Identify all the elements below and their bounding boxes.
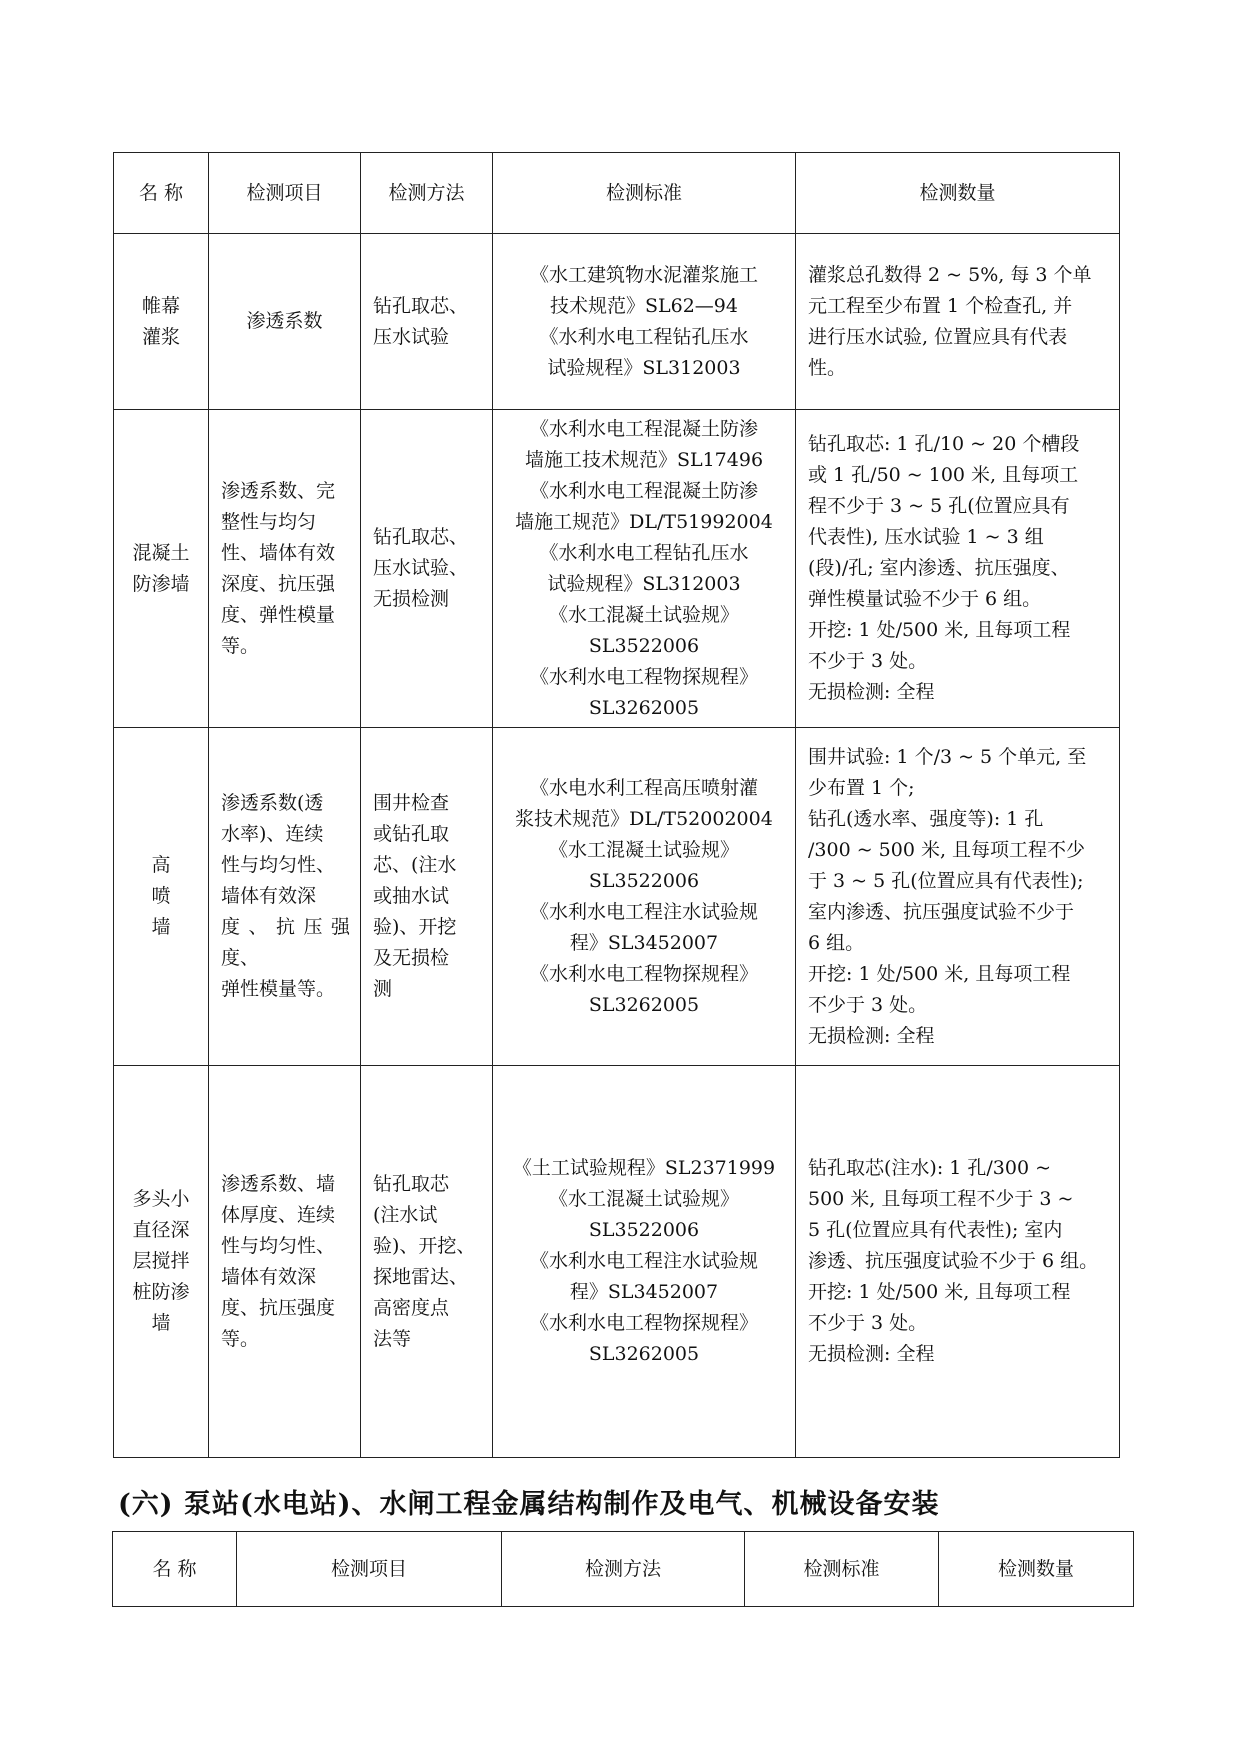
cell-quantity: 围井试验: 1 个/3 ~ 5 个单元, 至 少布置 1 个; 钻孔(透水率、强度等): 1 孔 /300 ~ 500 米, 且每项工程不少 于 3 ~ 5 孔(位置应具有代表性); 室内渗透、抗压强度试验不少于 6 组。 开挖: 1 处/500 米, 且每项工程 不少于 3 处。 无损检测: 全程 bbox=[796, 728, 1120, 1066]
cell-method: 围井检查 或钻孔取 芯、(注水 或抽水试 验)、开挖 及无损检 测 bbox=[361, 728, 493, 1066]
cell-standard: 《水电水利工程高压喷射灌 浆技术规范》DL/T52002004 《水工混凝土试验规》 SL3522006 《水利水电工程注水试验规 程》SL3452007 《水利水电工程物探规程》 SL3262005 bbox=[493, 728, 796, 1066]
cell-quantity: 钻孔取芯(注水): 1 孔/300 ~ 500 米, 且每项工程不少于 3 ~ 5 孔(位置应具有代表性); 室内 渗透、抗压强度试验不少于 6 组。 开挖: 1 处/500 米, 且每项工程 不少于 3 处。 无损检测: 全程 bbox=[796, 1066, 1120, 1458]
header-item: 检测项目 bbox=[209, 153, 361, 234]
cell-standard: 《水利水电工程混凝土防渗 墙施工技术规范》SL17496 《水利水电工程混凝土防渗 墙施工规范》DL/T51992004 《水利水电工程钻孔压水 试验规程》SL312003 《水工混凝土试验规》 SL3522006 《水利水电工程物探规程》 SL3262005 bbox=[493, 410, 796, 728]
header-method: 检测方法 bbox=[361, 153, 493, 234]
cell-name: 多头小 直径深 层搅拌 桩防渗 墙 bbox=[114, 1066, 209, 1458]
header-item: 检测项目 bbox=[237, 1532, 502, 1607]
table-header-row bbox=[114, 153, 1120, 234]
table-row bbox=[114, 1066, 1120, 1458]
section-heading: (六) 泵站(水电站)、水闸工程金属结构制作及电气、机械设备安装 bbox=[118, 1489, 940, 1520]
cell-item: 渗透系数(透 水率)、连续 性与均匀性、 墙体有效深 度、抗压强度、 弹性模量等。 bbox=[209, 728, 361, 1066]
inspection-table-2 bbox=[112, 1531, 1134, 1607]
header-quantity: 检测数量 bbox=[939, 1532, 1134, 1607]
header-quantity: 检测数量 bbox=[796, 153, 1120, 234]
cell-method: 钻孔取芯、 压水试验 bbox=[361, 234, 493, 410]
cell-standard: 《土工试验规程》SL2371999 《水工混凝土试验规》 SL3522006 《水利水电工程注水试验规 程》SL3452007 《水利水电工程物探规程》 SL3262005 bbox=[493, 1066, 796, 1458]
cell-standard: 《水工建筑物水泥灌浆施工 技术规范》SL62—94 《水利水电工程钻孔压水 试验规程》SL312003 bbox=[493, 234, 796, 410]
header-name: 名 称 bbox=[113, 1532, 237, 1607]
table-row bbox=[114, 234, 1120, 410]
cell-item: 渗透系数、完 整性与均匀 性、墙体有效 深度、抗压强 度、弹性模量 等。 bbox=[209, 410, 361, 728]
cell-item: 渗透系数、墙 体厚度、连续 性与均匀性、 墙体有效深 度、抗压强度 等。 bbox=[209, 1066, 361, 1458]
cell-name: 高 喷 墙 bbox=[114, 728, 209, 1066]
inspection-table-1 bbox=[113, 152, 1120, 1458]
cell-method: 钻孔取芯、 压水试验、 无损检测 bbox=[361, 410, 493, 728]
cell-name: 混凝土 防渗墙 bbox=[114, 410, 209, 728]
cell-quantity: 钻孔取芯: 1 孔/10 ~ 20 个槽段 或 1 孔/50 ~ 100 米, 且每项工 程不少于 3 ~ 5 孔(位置应具有 代表性), 压水试验 1 ~ 3 组 (段)/孔; 室内渗透、抗压强度、 弹性模量试验不少于 6 组。 开挖: 1 处/500 米, 且每项工程 不少于 3 处。 无损检测: 全程 bbox=[796, 410, 1120, 728]
table-header-row bbox=[113, 1532, 1134, 1607]
header-name: 名 称 bbox=[114, 153, 209, 234]
header-standard: 检测标准 bbox=[745, 1532, 939, 1607]
cell-method: 钻孔取芯 (注水试 验)、开挖、 探地雷达、 高密度点 法等 bbox=[361, 1066, 493, 1458]
header-method: 检测方法 bbox=[502, 1532, 745, 1607]
header-standard: 检测标准 bbox=[493, 153, 796, 234]
cell-item: 渗透系数 bbox=[209, 234, 361, 410]
table-row bbox=[114, 728, 1120, 1066]
cell-name: 帷幕 灌浆 bbox=[114, 234, 209, 410]
cell-quantity: 灌浆总孔数得 2 ~ 5%, 每 3 个单 元工程至少布置 1 个检查孔, 并 进行压水试验, 位置应具有代表 性。 bbox=[796, 234, 1120, 410]
table-row bbox=[114, 410, 1120, 728]
